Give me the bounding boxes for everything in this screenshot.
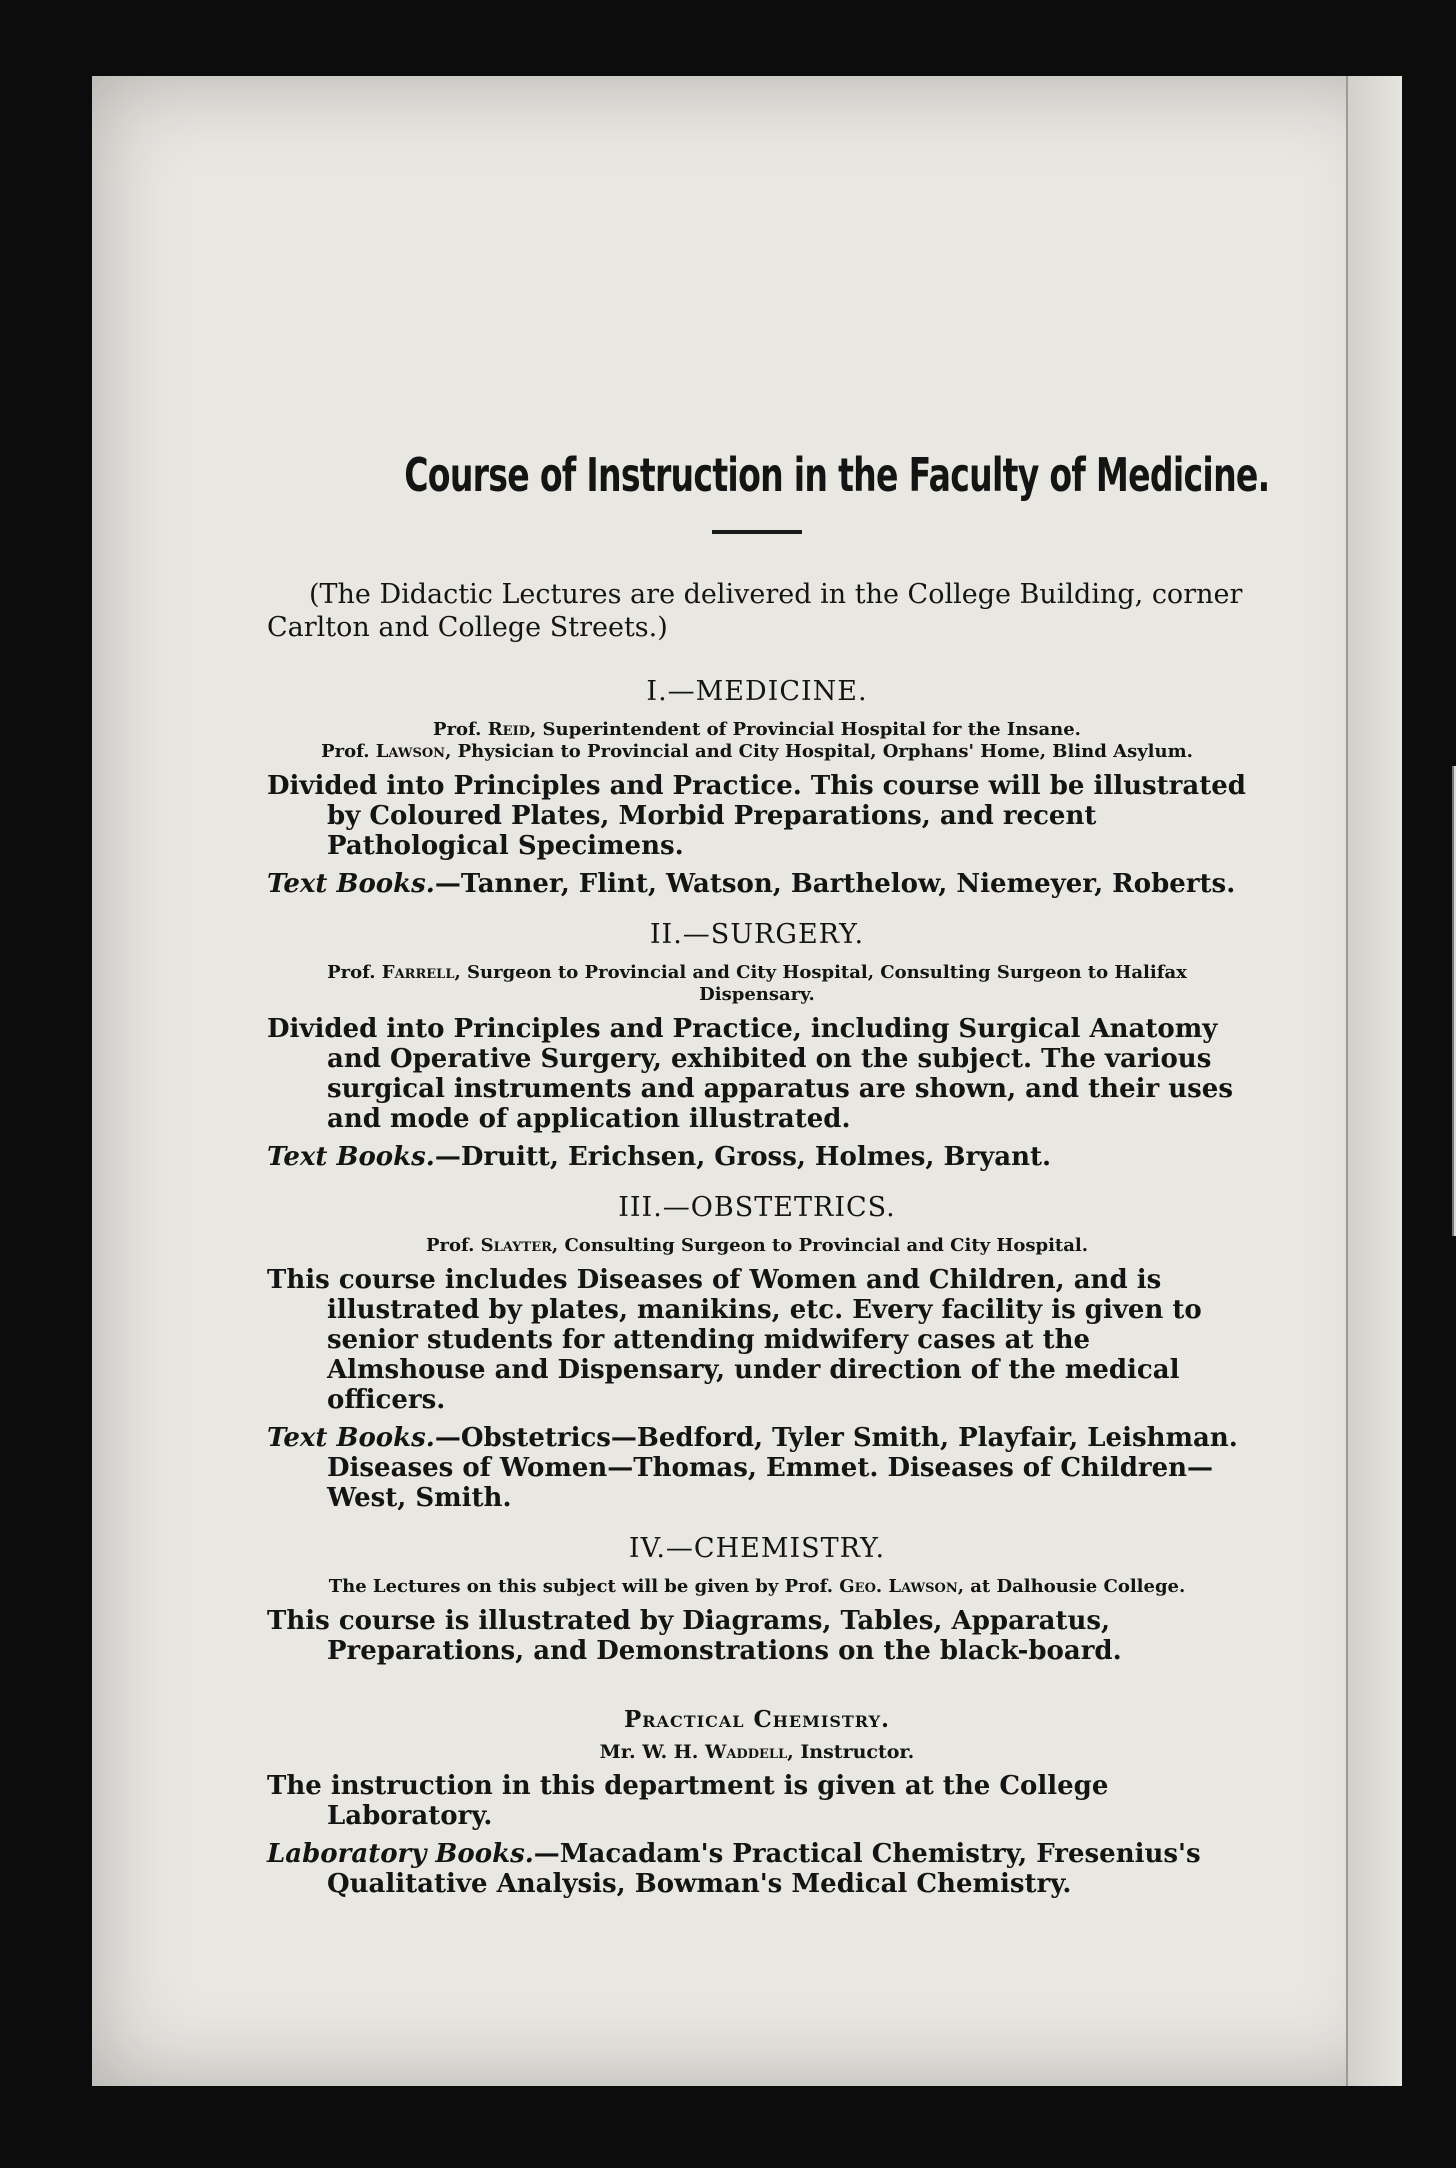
section-heading: III.—OBSTETRICS. (618, 1192, 896, 1223)
scanned-page (92, 76, 1402, 2086)
lecture-note-prefix: The Lectures on this subject will be given by Prof. (328, 1576, 834, 1597)
prof-name: Slayter (480, 1235, 552, 1256)
textbooks-label: Text Books. (267, 1423, 435, 1453)
professor-line (267, 962, 1247, 1006)
section-heading: IV.—CHEMISTRY. (628, 1533, 886, 1564)
textbooks-list: —Macadam's Practical Chemistry, Fresenius's Qualitative Analysis, Bowman's Medical Chemistry. (327, 1839, 1201, 1899)
course-description: Divided into Principles and Practice, including Surgical Anatomy and Operative Surgery, exhibited on the subject. The various surgical instruments and apparatus are shown, and their uses and mode of application illustrated. (267, 1014, 1233, 1134)
prof-name: Reid (487, 719, 530, 740)
lecture-note-rest: , at Dalhousie College. (957, 1576, 1186, 1597)
instructor-prefix: Mr. W. H. (599, 1741, 699, 1763)
prof-title: , Surgeon to Provincial and City Hospital, Consulting Surgeon to Halifax Dispensary. (454, 962, 1187, 1005)
prof-title: , Superintendent of Provincial Hospital for the Insane. (529, 719, 1081, 740)
course-description: The instruction in this department is given at the College Laboratory. (267, 1771, 1109, 1831)
course-description: This course includes Diseases of Women and Children, and is illustrated by plates, manikins, etc. Every facility is given to senior students for attending midwifery cases at the Almshouse and Dispensary, under direction of the medical officers. (267, 1265, 1202, 1415)
lecture-note (267, 1576, 1247, 1598)
textbooks-list: —Tanner, Flint, Watson, Barthelow, Niemeyer, Roberts. (434, 869, 1236, 899)
textbooks-line (267, 1423, 1247, 1513)
instructor-name: Waddell (705, 1741, 788, 1763)
section-surgery (267, 919, 1247, 1172)
intro-note: (The Didactic Lectures are delivered in the College Building, corner Carlton and College Streets.) (267, 579, 1243, 643)
page-title: Course of Instruction in the Faculty of Medicine. (404, 448, 1270, 502)
textbooks-list: —Obstetrics—Bedford, Tyler Smith, Playfair, Leishman. Diseases of Women—Thomas, Emmet. Diseases of Children—West, Smith. (327, 1423, 1238, 1513)
instructor-title: , Instructor. (787, 1741, 915, 1763)
margin-bracket (1452, 766, 1456, 1236)
textbooks-line (267, 1839, 1247, 1899)
textbooks-label: Laboratory Books. (267, 1839, 534, 1869)
title-rule (712, 530, 802, 534)
section-heading: II.—SURGERY. (649, 919, 865, 950)
textbooks-label: Text Books. (267, 1142, 435, 1172)
subsection-heading: Practical Chemistry. (623, 1706, 891, 1733)
adjacent-page-edge (1346, 76, 1402, 2086)
section-medicine (267, 676, 1247, 899)
professor-line (267, 719, 1247, 741)
textbooks-line (267, 869, 1247, 899)
prof-prefix: Prof. (425, 1235, 475, 1256)
textbooks-list: —Druitt, Erichsen, Gross, Holmes, Bryant. (434, 1142, 1052, 1172)
page-content (267, 376, 1270, 1899)
course-description: Divided into Principles and Practice. This course will be illustrated by Coloured Plates, Morbid Preparations, and recent Pathological Specimens. (267, 771, 1246, 861)
textbooks-label: Text Books. (267, 869, 435, 899)
prof-prefix: Prof. (433, 719, 482, 740)
prof-name: Geo. Lawson (839, 1576, 958, 1597)
prof-name: Lawson (375, 741, 446, 762)
textbooks-line (267, 1142, 1247, 1172)
section-practical-chemistry (267, 1706, 1247, 1899)
section-obstetrics (267, 1192, 1247, 1513)
instructor-line (267, 1741, 1247, 1763)
course-description: This course is illustrated by Diagrams, Tables, Apparatus, Preparations, and Demonstrations on the black-board. (267, 1606, 1122, 1666)
section-heading: I.—MEDICINE. (646, 676, 868, 707)
professor-line (267, 741, 1247, 763)
professor-line (267, 1235, 1247, 1257)
section-chemistry (267, 1533, 1247, 1666)
prof-title: , Physician to Provincial and City Hospital, Orphans' Home, Blind Asylum. (445, 741, 1193, 762)
prof-prefix: Prof. (321, 741, 370, 762)
prof-title: , Consulting Surgeon to Provincial and City Hospital. (551, 1235, 1089, 1256)
prof-name: Farrell (381, 962, 455, 983)
prof-prefix: Prof. (327, 962, 376, 983)
